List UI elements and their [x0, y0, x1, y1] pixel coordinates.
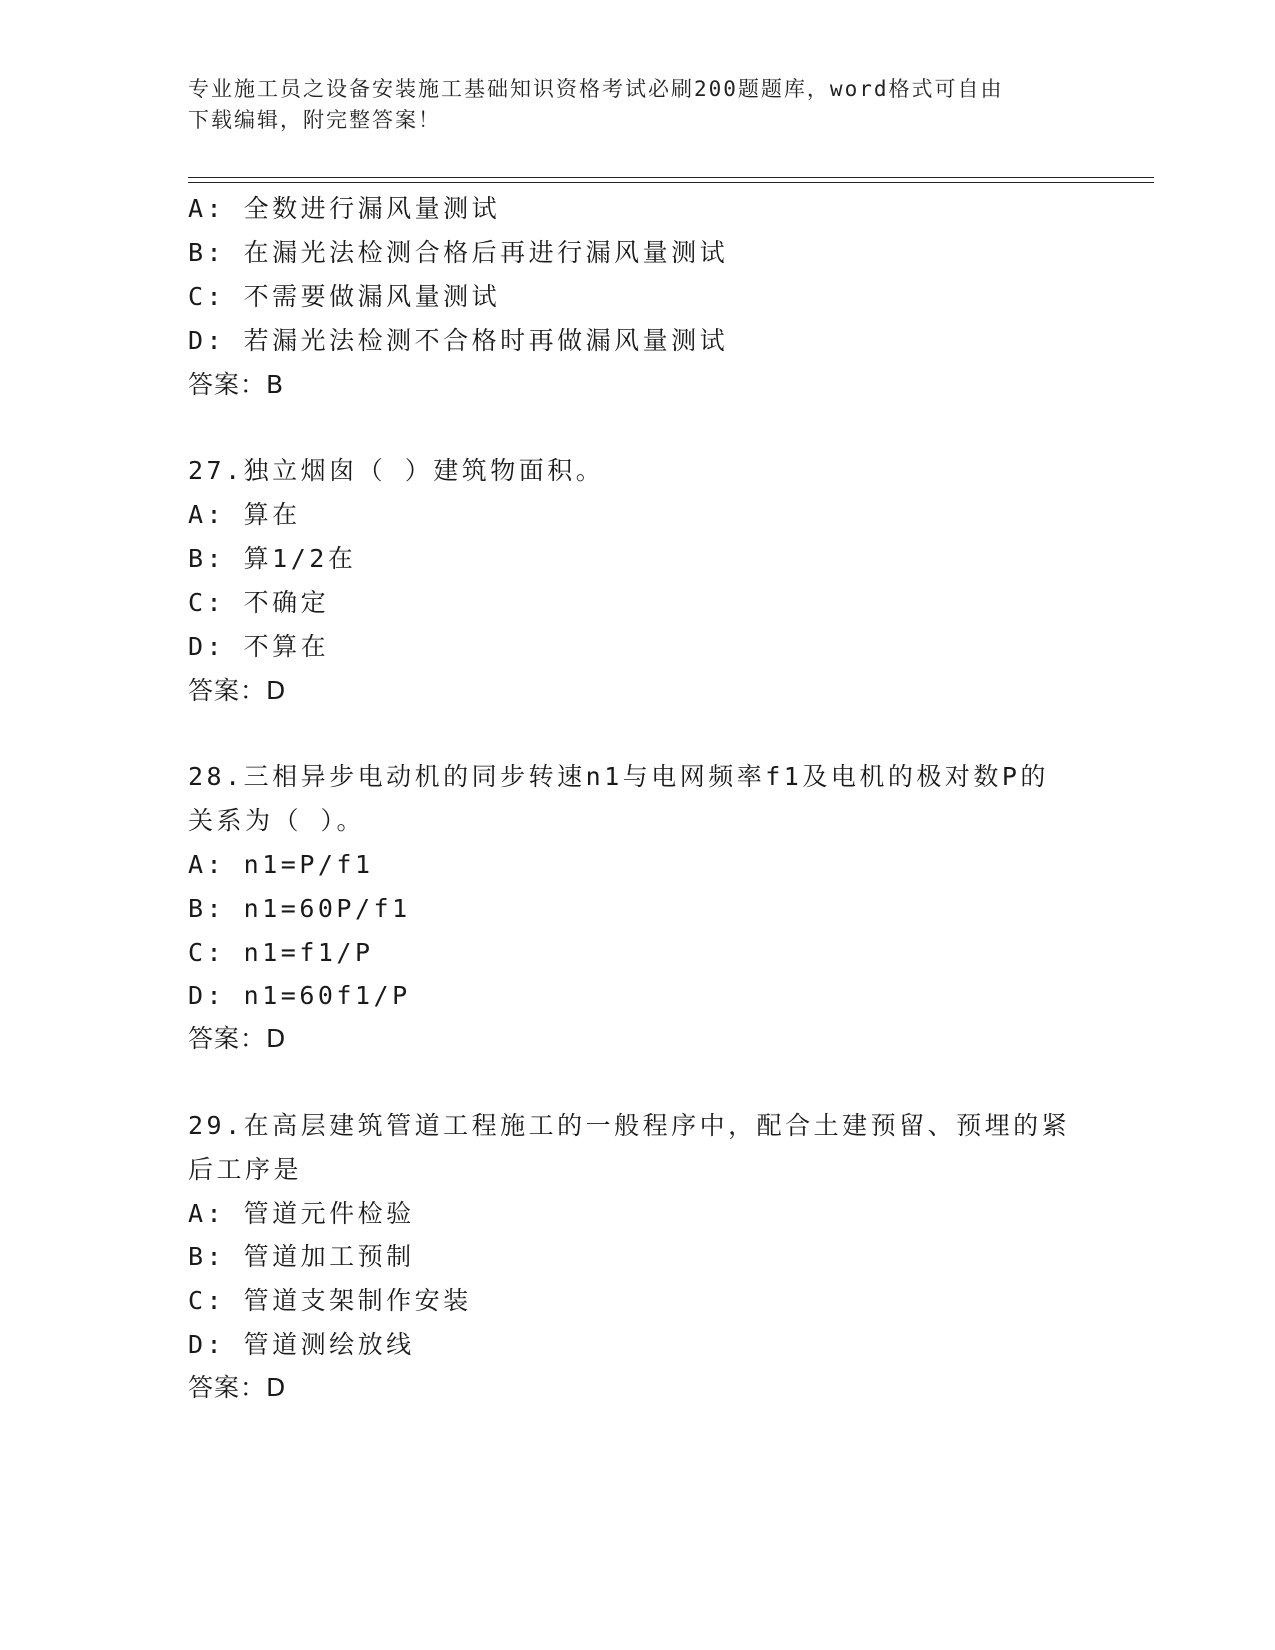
header-title-line-1: 专业施工员之设备安装施工基础知识资格考试必刷200题题库，word格式可自由: [188, 77, 1004, 101]
q28-question-line-1: 28.三相异步电动机的同步转速n1与电网频率f1及电机的极对数P的: [188, 762, 1049, 791]
q26-option-a: A: 全数进行漏风量测试: [188, 194, 501, 223]
q27-option-d: D: 不算在: [188, 632, 330, 661]
q28-question-line-2: 关系为（ ）。: [188, 806, 366, 835]
q26-option-d: D: 若漏光法检测不合格时再做漏风量测试: [188, 326, 729, 355]
q29-question-line-1: 29.在高层建筑管道工程施工的一般程序中，配合土建预留、预埋的紧: [188, 1111, 1071, 1140]
q27-option-b: B: 算1/2在: [188, 544, 357, 573]
header-title-line-2: 下载编辑，附完整答案！: [188, 108, 441, 132]
q29-option-d: D: 管道测绘放线: [188, 1330, 415, 1359]
header-divider-top: [188, 177, 1154, 178]
q28-option-a: A: n1=P/f1: [188, 850, 374, 879]
q27-option-c: C: 不确定: [188, 588, 330, 617]
q28-answer: 答案：D: [188, 1024, 287, 1053]
q26-answer: 答案：B: [188, 370, 285, 399]
q29-option-c: C: 管道支架制作安装: [188, 1286, 472, 1315]
q29-question-line-2: 后工序是: [188, 1155, 303, 1184]
q29-option-b: B: 管道加工预制: [188, 1242, 415, 1271]
q26-option-c: C: 不需要做漏风量测试: [188, 282, 501, 311]
q29-answer: 答案：D: [188, 1373, 287, 1402]
q29-option-a: A: 管道元件检验: [188, 1199, 415, 1228]
q27-question: 27.独立烟囱（ ）建筑物面积。: [188, 456, 605, 485]
q27-option-a: A: 算在: [188, 500, 301, 529]
q28-option-d: D: n1=60f1/P: [188, 981, 411, 1010]
q26-option-b: B: 在漏光法检测合格后再进行漏风量测试: [188, 238, 729, 267]
header-divider-bottom: [188, 182, 1154, 183]
q28-option-b: B: n1=60P/f1: [188, 894, 411, 923]
q27-answer: 答案：D: [188, 676, 287, 705]
q28-option-c: C: n1=f1/P: [188, 938, 374, 967]
document-header: [188, 74, 1088, 136]
